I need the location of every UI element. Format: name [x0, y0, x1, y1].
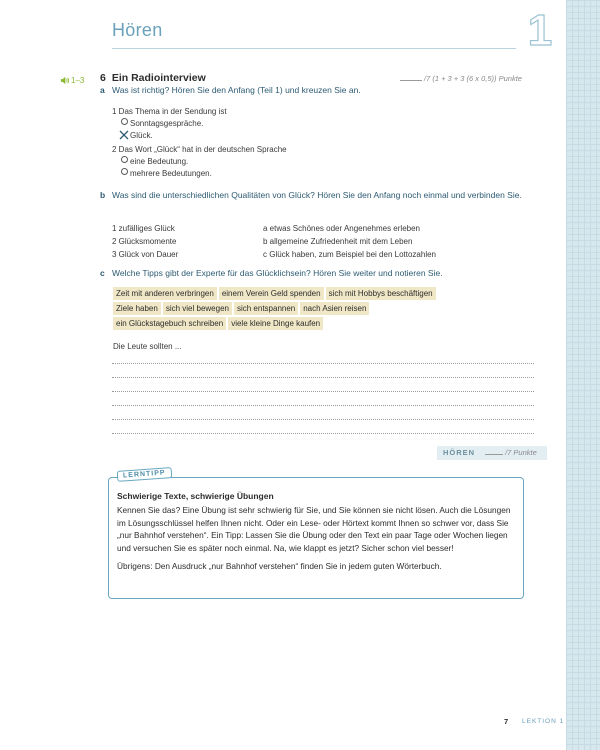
- learning-tip-paragraph: Übrigens: Den Ausdruck „nur Bahnhof verstehen“ finden Sie in jedem guten Wörterbuch.: [117, 561, 442, 572]
- task-a: [100, 84, 530, 97]
- match-left-item[interactable]: 2 Glücksmomente: [112, 237, 177, 246]
- task-b-label: b: [100, 190, 106, 200]
- radio-circle-icon: [121, 156, 128, 163]
- q2-option-1[interactable]: eine Bedeutung.: [121, 156, 188, 167]
- lesson-label: LEKTION 1: [522, 718, 565, 725]
- word-chip: viele kleine Dinge kaufen: [228, 317, 323, 330]
- word-chip: ein Glückstagebuch schreiben: [113, 317, 226, 330]
- answer-line[interactable]: [112, 391, 534, 392]
- task-c-text: Welche Tipps gibt der Experte für das Glücklichsein? Hören Sie weiter und notieren Sie.: [112, 268, 443, 278]
- radio-circle-icon: [121, 118, 128, 125]
- task-a-text: Was ist richtig? Hören Sie den Anfang (Teil 1) und kreuzen Sie an.: [112, 85, 361, 95]
- task-c: [100, 267, 530, 280]
- task-a-label: a: [100, 85, 105, 95]
- score-points[interactable]: /7 Punkte: [485, 448, 537, 457]
- word-chip: sich entspannen: [234, 302, 298, 315]
- radio-circle-icon: [121, 168, 128, 175]
- page-number: 7: [504, 717, 509, 726]
- tip-word-bank: [113, 287, 513, 332]
- task-b-text: Was sind die unterschiedlichen Qualitäten von Glück? Hören Sie den Anfang noch einmal und verbinden Sie.: [112, 190, 522, 200]
- exercise-heading: [100, 72, 206, 84]
- header-rule: [112, 48, 516, 49]
- match-right-item[interactable]: b allgemeine Zufriedenheit mit dem Leben: [263, 237, 413, 246]
- word-chip: sich viel bewegen: [163, 302, 232, 315]
- word-chip: Ziele haben: [113, 302, 161, 315]
- page-edge-strip: [566, 0, 600, 750]
- answer-line[interactable]: [112, 419, 534, 420]
- exercise-title: Ein Radiointerview: [111, 72, 206, 84]
- word-chip: sich mit Hobbys beschäftigen: [326, 287, 436, 300]
- q2-stem: 2 Das Wort „Glück“ hat in der deutschen Sprache: [112, 145, 287, 154]
- audio-track: [60, 76, 84, 85]
- answer-line[interactable]: [112, 377, 534, 378]
- word-chip: Zeit mit anderen verbringen: [113, 287, 217, 300]
- points-field: [400, 74, 522, 83]
- match-right-item[interactable]: a etwas Schönes oder Angenehmes erleben: [263, 224, 420, 233]
- match-left-item[interactable]: 1 zufälliges Glück: [112, 224, 175, 233]
- score-label: HÖREN: [443, 448, 476, 457]
- q2-option-2[interactable]: mehrere Bedeutungen.: [121, 168, 212, 179]
- learning-tip-body: [117, 504, 517, 579]
- q1-option-1[interactable]: Sonntagsgespräche.: [121, 118, 203, 129]
- score-box: [437, 446, 547, 460]
- answer-line[interactable]: [112, 363, 534, 364]
- learning-tip-title: Schwierige Texte, schwierige Übungen: [117, 491, 274, 501]
- learning-tip-paragraph: Kennen Sie das? Eine Übung ist sehr schwierig für Sie, und Sie können sie nicht lösen. Auch die Lösungen im Lösungsschlüssel helfen Ihnen nicht. Oder ein Lese- oder Hörtext kommt Ihnen so schwer vor, dass Sie „nur Bahnhof verstehen“. Ein Tipp: Lassen Sie die Übung oder den Text ein paar Tage oder Wochen liegen und versuchen Sie es später noch einmal. Na, wie klappt es jetzt? Sicher schon viel besser!: [117, 505, 511, 553]
- q1-stem: 1 Das Thema in der Sendung ist: [112, 107, 227, 116]
- word-chip: nach Asien reisen: [300, 302, 369, 315]
- word-chip: einem Verein Geld spenden: [219, 287, 324, 300]
- answer-line[interactable]: [112, 433, 534, 434]
- answer-start: Die Leute sollten ...: [113, 342, 182, 351]
- score-blank[interactable]: [485, 454, 503, 455]
- match-left-item[interactable]: 3 Glück von Dauer: [112, 250, 179, 259]
- exercise-number: 6: [100, 72, 106, 84]
- points-blank[interactable]: [400, 80, 422, 81]
- learning-tip-label: LERNTIPP: [117, 467, 172, 482]
- task-b: [100, 189, 530, 202]
- lesson-number: 1: [527, 6, 553, 55]
- q1-option-2[interactable]: Glück.: [121, 130, 153, 141]
- answer-line[interactable]: [112, 405, 534, 406]
- section-title: Hören: [112, 20, 163, 40]
- match-right-item[interactable]: c Glück haben, zum Beispiel bei den Lottozahlen: [263, 250, 436, 259]
- cross-mark-icon: [119, 130, 129, 140]
- task-c-label: c: [100, 268, 105, 278]
- points-label: /7 (1 + 3 + 3 (6 x 0,5)) Punkte: [424, 74, 522, 83]
- audio-track-label: 1–3: [71, 76, 85, 85]
- speaker-icon: [60, 76, 69, 85]
